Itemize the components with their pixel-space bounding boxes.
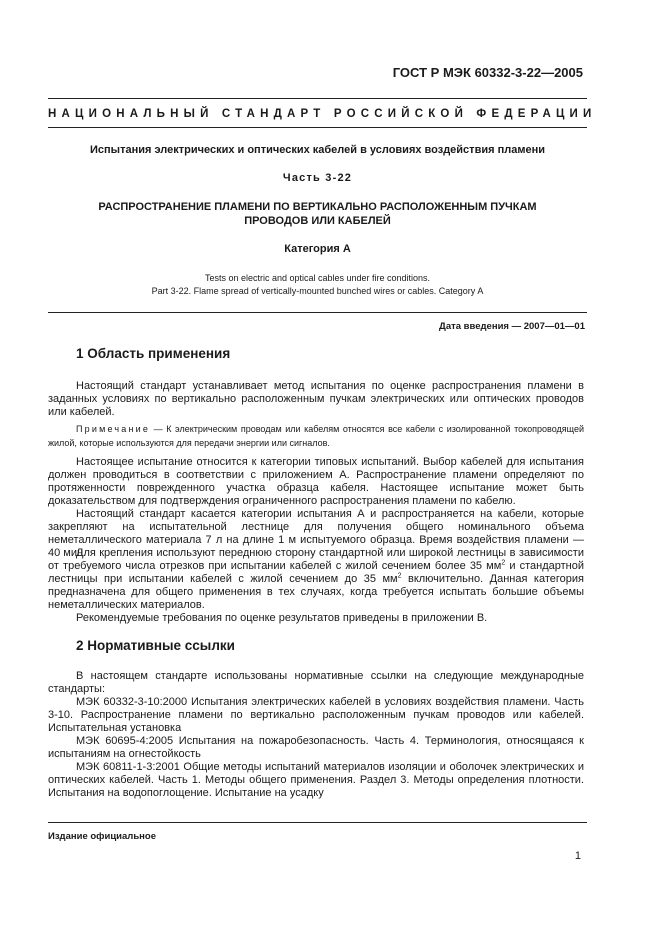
banner-rule [48,127,587,128]
paragraph-4-part-b: и стандартной лестницы при испытании кабелей с жилой сечением до 35 мм [48,560,584,585]
part-number: Часть 3-22 [282,172,353,184]
paragraph-4-part-c: включительно. Данная категория предназначена для общего применения в тех случаях, когда требуется испытать большие объемы неметаллических материалов. [48,573,584,611]
reference-iec-60695-4: МЭК 60695-4:2005 Испытания на пожаробезопасность. Часть 4. Терминология, относящаяся к испытаниям на огнестойкость [48,735,584,760]
section-2-intro: В настоящем стандарте использованы нормативные ссылки на следующие международные стандарты: [48,670,584,695]
standard-banner: НАЦИОНАЛЬНЫЙ СТАНДАРТ РОССИЙСКОЙ ФЕДЕРАЦИИ [48,108,597,120]
paragraph-4-part-a: Для крепления используют переднюю сторону стандартной или широкой лестницы в зависимости от требуемого числа отрезков при испытании кабелей с жилой сечением более 35 мм [48,547,584,572]
standard-subtitle: Испытания электрических и оптических кабелей в условиях воздействия пламени [90,144,545,156]
standard-title-line-2: ПРОВОДОВ ИЛИ КАБЕЛЕЙ [244,215,391,227]
footer-rule [48,822,587,823]
official-edition-label: Издание официальное [48,831,156,842]
section-1-heading: 1 Область применения [76,346,231,361]
standard-title [48,200,587,228]
superscript-2: 2 [501,559,506,567]
section-1-paragraph-4 [48,547,584,612]
standard-title-line-1: РАСПРОСТРАНЕНИЕ ПЛАМЕНИ ПО ВЕРТИКАЛЬНО РАСПОЛОЖЕННЫМ ПУЧКАМ [98,201,537,213]
note-text: — К электрическим проводам или кабелям относятся все кабели с изолированной токопроводящей жилой, которые используются для передачи энергии или сигналов. [48,424,584,448]
section-1-paragraph-1: Настоящий стандарт устанавливает метод испытания по оценке распространения пламени в заданных условиях по вертикально расположенным пучкам электрических или оптических проводов или кабелей. [48,380,584,418]
page-number: 1 [574,850,581,862]
reference-iec-60332-3-10: МЭК 60332-3-10:2000 Испытания электрических кабелей в условиях воздействия пламени. Часть 3-10. Распространение пламени по вертикально расположенным пучкам проводов или кабелей. Испытательная установка [48,696,584,734]
date-rule [48,312,587,313]
top-rule [48,98,587,99]
section-1-paragraph-3: Настоящий стандарт касается категории испытания А и распространяется на кабели, которые закрепляют на испытательной лестнице для получения общего номинального объема неметаллического материала 7 л на длине 1 м испытуемого образца. Время воздействия пламени — 40 мин. [48,508,584,559]
section-1-note [48,422,584,450]
section-1-paragraph-5: Рекомендуемые требования по оценке результатов приведены в приложении В. [76,612,488,624]
reference-iec-60811-1-3: МЭК 60811-1-3:2001 Общие методы испытаний материалов изоляции и оболочек электрических и оптических кабелей. Часть 1. Методы общего применения. Раздел 3. Методы определения плотности. Испытания на водопоглощение. Испытание на усадку [48,761,584,799]
section-1-paragraph-2: Настоящее испытание относится к категории типовых испытаний. Выбор кабелей для испытания должен проводиться в соответствии с приложением А. Распространение пламени определяют по протяженности поврежденного участка образца кабеля. Настоящее испытание может быть доказательством для подтверждения ограниченного распространения пламени по кабелю. [48,456,584,507]
introduction-date: Дата введения — 2007—01—01 [439,321,585,332]
english-title-line-2: Part 3-22. Flame spread of vertically-mounted bunched wires or cables. Category A [151,286,484,296]
english-title-line-1: Tests on electric and optical cables under fire conditions. [204,273,431,283]
category-label: Категория А [284,243,351,255]
note-label: Примечание [76,424,151,434]
document-code: ГОСТ Р МЭК 60332-3-22—2005 [392,65,583,80]
english-title [48,272,587,298]
superscript-2: 2 [397,572,402,580]
section-2-heading: 2 Нормативные ссылки [76,638,235,653]
